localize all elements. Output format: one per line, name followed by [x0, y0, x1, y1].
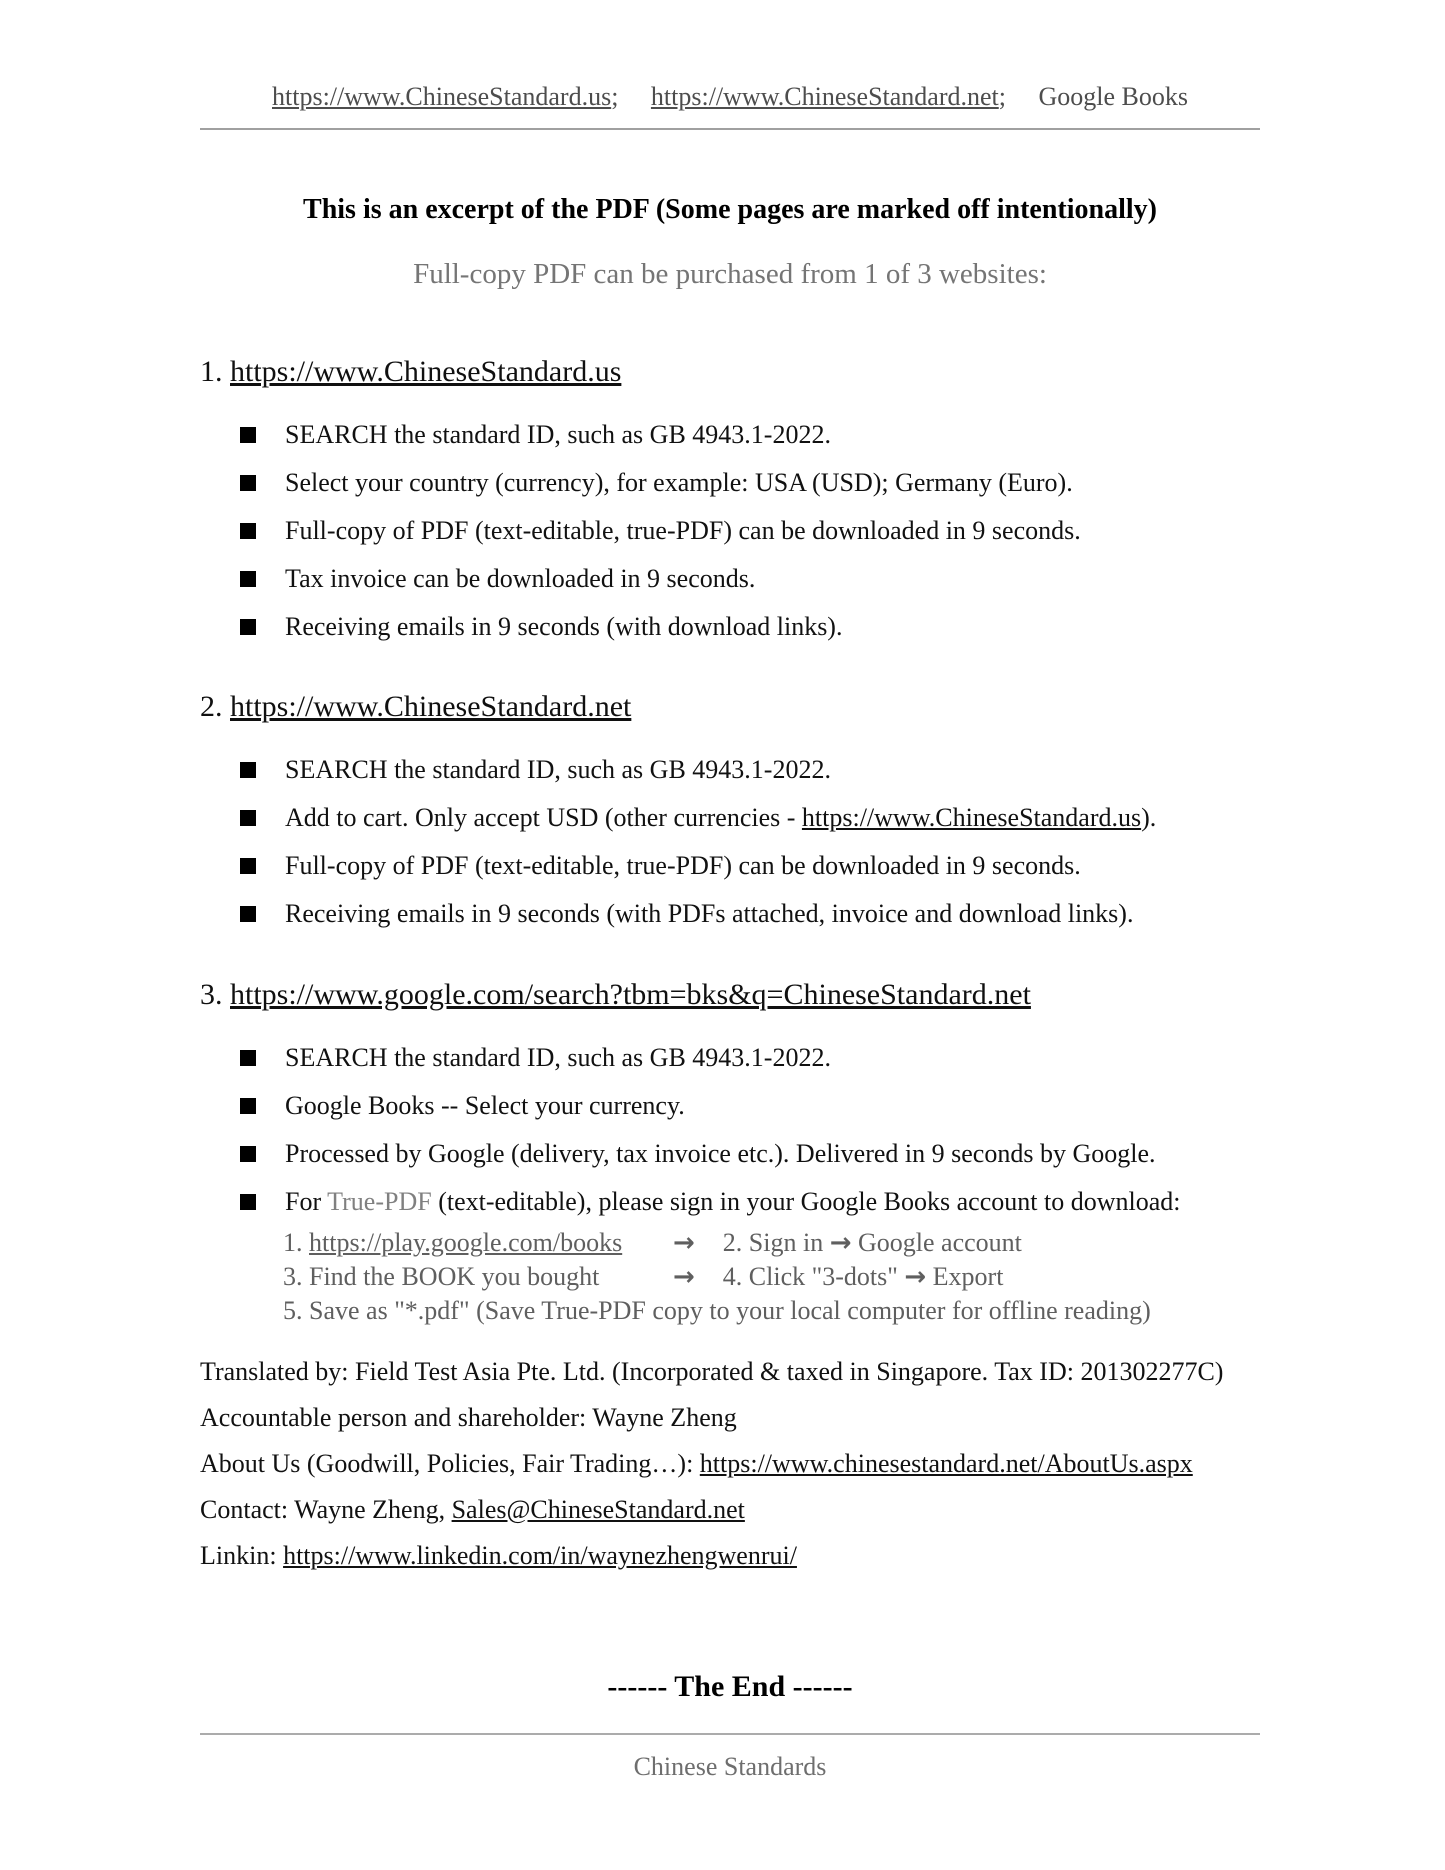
bullet-text: Receiving emails in 9 seconds (with PDFs attached, invoice and download links).: [285, 899, 1134, 928]
page-header: [200, 0, 1260, 112]
step-2: 2. Sign in → Google account: [722, 1228, 1022, 1258]
sales-email-link[interactable]: Sales@ChineseStandard.net: [451, 1495, 745, 1524]
header-item-us: [272, 82, 618, 111]
step-4: 4. Click "3-dots" → Export: [722, 1262, 1004, 1292]
section-1-link[interactable]: https://www.ChineseStandard.us: [230, 355, 622, 388]
bullet-square-icon: [240, 523, 256, 539]
play-google-books-link[interactable]: https://play.google.com/books: [309, 1228, 623, 1257]
linkedin-link[interactable]: https://www.linkedin.com/in/waynezhengwenrui/: [283, 1541, 797, 1570]
about-block: [200, 1355, 1260, 1573]
translated-by-line: Translated by: Field Test Asia Pte. Ltd. (Incorporated & taxed in Singapore. Tax ID: 201302277C): [200, 1357, 1224, 1386]
step-row-2: [283, 1260, 1260, 1294]
bullet-square-icon: [240, 571, 256, 587]
header-divider: [200, 128, 1260, 130]
section-3-heading: [200, 975, 1260, 1015]
bullet-item: [240, 890, 1260, 938]
page-content: [200, 0, 1260, 1783]
bullet-square-icon: [240, 475, 256, 491]
bullet-item: [240, 411, 1260, 459]
bullet-text: Tax invoice can be downloaded in 9 seconds.: [285, 564, 756, 593]
section-3-bullets: [200, 1034, 1260, 1226]
bullet-square-icon: [240, 427, 256, 443]
header-link-chinesestandard-net[interactable]: https://www.ChineseStandard.net: [650, 82, 999, 111]
section-2-heading: [200, 687, 1260, 727]
section-2-number: 2.: [200, 690, 223, 723]
contact-line: Contact: Wayne Zheng, Sales@ChineseStandard.net: [200, 1495, 745, 1524]
bullet-square-icon: [240, 1050, 256, 1066]
header-item-net: [651, 82, 1006, 111]
section-3-number: 3.: [200, 978, 223, 1011]
bullet-item: [240, 1034, 1260, 1082]
bullet-text: Full-copy of PDF (text-editable, true-PDF) can be downloaded in 9 seconds.: [285, 516, 1081, 545]
arrow-right-icon: →: [673, 1228, 695, 1258]
bullet-item: [240, 746, 1260, 794]
step-row-1: [283, 1226, 1260, 1260]
section-1-heading: [200, 352, 1260, 392]
inline-link-chinesestandard-us[interactable]: https://www.ChineseStandard.us: [801, 803, 1142, 832]
bullet-item: [240, 555, 1260, 603]
google-books-steps: [283, 1226, 1260, 1328]
bullet-item: [240, 603, 1260, 651]
bullet-item: [240, 1082, 1260, 1130]
bullet-text: Add to cart. Only accept USD (other currencies - https://www.ChineseStandard.us).: [285, 803, 1157, 832]
bullet-text: Google Books -- Select your currency.: [285, 1091, 685, 1120]
bullet-item: [240, 794, 1260, 842]
arrow-right-icon: →: [673, 1262, 695, 1292]
step-3: 3. Find the BOOK you bought: [283, 1262, 600, 1291]
bullet-text: SEARCH the standard ID, such as GB 4943.1-2022.: [285, 420, 831, 449]
header-separator: ;: [998, 82, 1006, 111]
bullet-text: Select your country (currency), for example: USA (USD); Germany (Euro).: [285, 468, 1073, 497]
bullet-item: [240, 459, 1260, 507]
bullet-item: [240, 842, 1260, 890]
section-3-link[interactable]: https://www.google.com/search?tbm=bks&q=ChineseStandard.net: [230, 978, 1031, 1011]
header-link-chinesestandard-us[interactable]: https://www.ChineseStandard.us: [272, 82, 612, 111]
bullet-item: [240, 1178, 1260, 1226]
bullet-text: SEARCH the standard ID, such as GB 4943.1-2022.: [285, 1043, 831, 1072]
about-us-line: About Us (Goodwill, Policies, Fair Trading…): https://www.chinesestandard.net/AboutUs.aspx: [200, 1449, 1193, 1478]
header-separator: ;: [611, 82, 619, 111]
accountable-person-line: Accountable person and shareholder: Wayne Zheng: [200, 1403, 737, 1432]
linkedin-line: Linkin: https://www.linkedin.com/in/waynezhengwenrui/: [200, 1541, 797, 1570]
section-2-link[interactable]: https://www.ChineseStandard.net: [230, 690, 632, 723]
bullet-square-icon: [240, 1194, 256, 1210]
step-5: 5. Save as "*.pdf" (Save True-PDF copy to your local computer for offline reading): [283, 1296, 1151, 1325]
bullet-square-icon: [240, 858, 256, 874]
bullet-text: Processed by Google (delivery, tax invoice etc.). Delivered in 9 seconds by Google.: [285, 1139, 1156, 1168]
bullet-square-icon: [240, 1098, 256, 1114]
bullet-text: For True-PDF (text-editable), please sign in your Google Books account to download:: [285, 1187, 1181, 1216]
footer-brand: Chinese Standards: [633, 1752, 827, 1781]
bullet-item: [240, 1130, 1260, 1178]
section-1-number: 1.: [200, 355, 223, 388]
arrow-right-icon: →: [829, 1228, 852, 1258]
bullet-square-icon: [240, 810, 256, 826]
bullet-item: [240, 507, 1260, 555]
true-pdf-label: True-PDF: [327, 1187, 432, 1216]
bullet-text: Receiving emails in 9 seconds (with download links).: [285, 612, 843, 641]
bullet-square-icon: [240, 762, 256, 778]
footer-divider: [200, 1733, 1260, 1735]
arrow-right-icon: →: [904, 1262, 927, 1292]
step-1: 1. https://play.google.com/books: [283, 1228, 623, 1257]
the-end-marker: ------ The End ------: [607, 1670, 853, 1703]
bullet-square-icon: [240, 906, 256, 922]
section-2-bullets: [200, 746, 1260, 938]
page-title: This is an excerpt of the PDF (Some pages are marked off intentionally): [303, 194, 1157, 225]
bullet-text: SEARCH the standard ID, such as GB 4943.1-2022.: [285, 755, 831, 784]
bullet-square-icon: [240, 1146, 256, 1162]
page-subtitle: Full-copy PDF can be purchased from 1 of 3 websites:: [413, 258, 1047, 290]
about-us-link[interactable]: https://www.chinesestandard.net/AboutUs.aspx: [699, 1449, 1193, 1478]
section-1-bullets: [200, 411, 1260, 651]
bullet-text: Full-copy of PDF (text-editable, true-PDF) can be downloaded in 9 seconds.: [285, 851, 1081, 880]
bullet-square-icon: [240, 619, 256, 635]
header-google-books-label: Google Books: [1038, 82, 1188, 111]
